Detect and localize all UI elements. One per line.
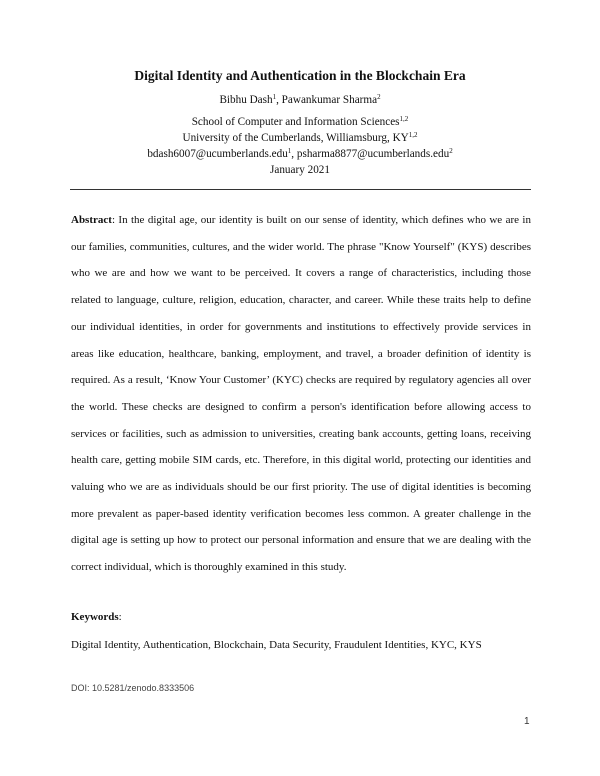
- email-line: bdash6007@ucumberlands.edu$^1$, psharma8877@ucumberlands.edu$^2$: [147, 147, 453, 160]
- page-number: 1: [524, 716, 530, 727]
- paper-date: January 2021: [270, 164, 330, 176]
- abstract-paragraph: Abstract: In the digital age, our identity is built on our sense of identity, which defines who we are in our families, communities, cultures, and the wider world. The phrase "Know Yourself" (KYS) describes who we are and how we want to be perceived. It covers a range of characteristics, including those related to language, culture, religion, education, character, and career. While these traits help to define our individual identities, in order for governments and institutions to effectively provide services in areas like education, healthcare, banking, employment, and travel, a broader definition of identity is required. As a result, ‘Know Your Customer’ (KYC) checks are required by regulatory agencies all over the world. These checks are designed to confirm a person's identification before allowing access to services or facilities, such as admission to universities, creating bank accounts, getting loans, receiving health care, getting mobile SIM cards, etc. Therefore, in this digital world, protecting our identities and valuing who we are as individuals should be our first priority. The use of digital identities is becoming more prevalent as paper-based identity verification becomes less common. A greater challenge in the digital age is setting up how to protect our personal information and ensure that we are dealing with the correct individual, which is thoroughly examined in this study.: [71, 214, 531, 574]
- header-divider: [70, 189, 531, 190]
- keywords-list: Digital Identity, Authentication, Blockchain, Data Security, Fraudulent Identities, KYC, KYS: [71, 639, 482, 651]
- keywords-heading: Keywords:: [71, 611, 122, 623]
- doi-text[interactable]: DOI: 10.5281/zenodo.8333506: [71, 683, 195, 693]
- author-name: Pawankumar Sharma: [281, 94, 378, 106]
- author-name: Bibhu Dash: [219, 94, 273, 106]
- affiliation-university: University of the Cumberlands, Williamsburg, KY$^{1,2}$: [182, 131, 418, 144]
- author-email: psharma8877@ucumberlands.edu: [296, 148, 450, 160]
- abstract-text: In the digital age, our identity is built on our sense of identity, which defines who we are in our families, communities, cultures, and the wider world. The phrase "Know Yourself" (KYS) describes who we are and how we want to be perceived. It covers a range of characteristics, including those related to language, culture, religion, education, character, and career. While these traits help to define our individual identities, in order for governments and institutions to effectively provide services in areas like education, healthcare, banking, employment, and travel, a broader definition of identity is required. As a result, ‘Know Your Customer’ (KYC) checks are required by regulatory agencies all over the world. These checks are designed to confirm a person's identification before allowing access to services or facilities, such as admission to universities, creating bank accounts, getting loans, receiving health care, getting mobile SIM cards, etc. Therefore, in this digital world, protecting our identities and valuing who we are as individuals should be our first priority. The use of digital identities is becoming more prevalent as paper-based identity verification becomes less common. A greater challenge in the digital age is setting up how to protect our personal information and ensure that we are dealing with the correct individual, which is thoroughly examined in this study.: [71, 214, 531, 574]
- author-sup: 1: [272, 93, 277, 101]
- paper-title: Digital Identity and Authentication in the Blockchain Era: [134, 68, 466, 83]
- author-line: Bibhu Dash$^1$, Pawankumar Sharma$^2$: [219, 93, 381, 106]
- abstract-label: Abstract: [71, 214, 112, 226]
- author-sup: 2: [377, 93, 381, 101]
- author-email: bdash6007@ucumberlands.edu: [147, 148, 288, 160]
- affiliation-school: School of Computer and Information Sciences$^{1,2}$: [191, 115, 409, 128]
